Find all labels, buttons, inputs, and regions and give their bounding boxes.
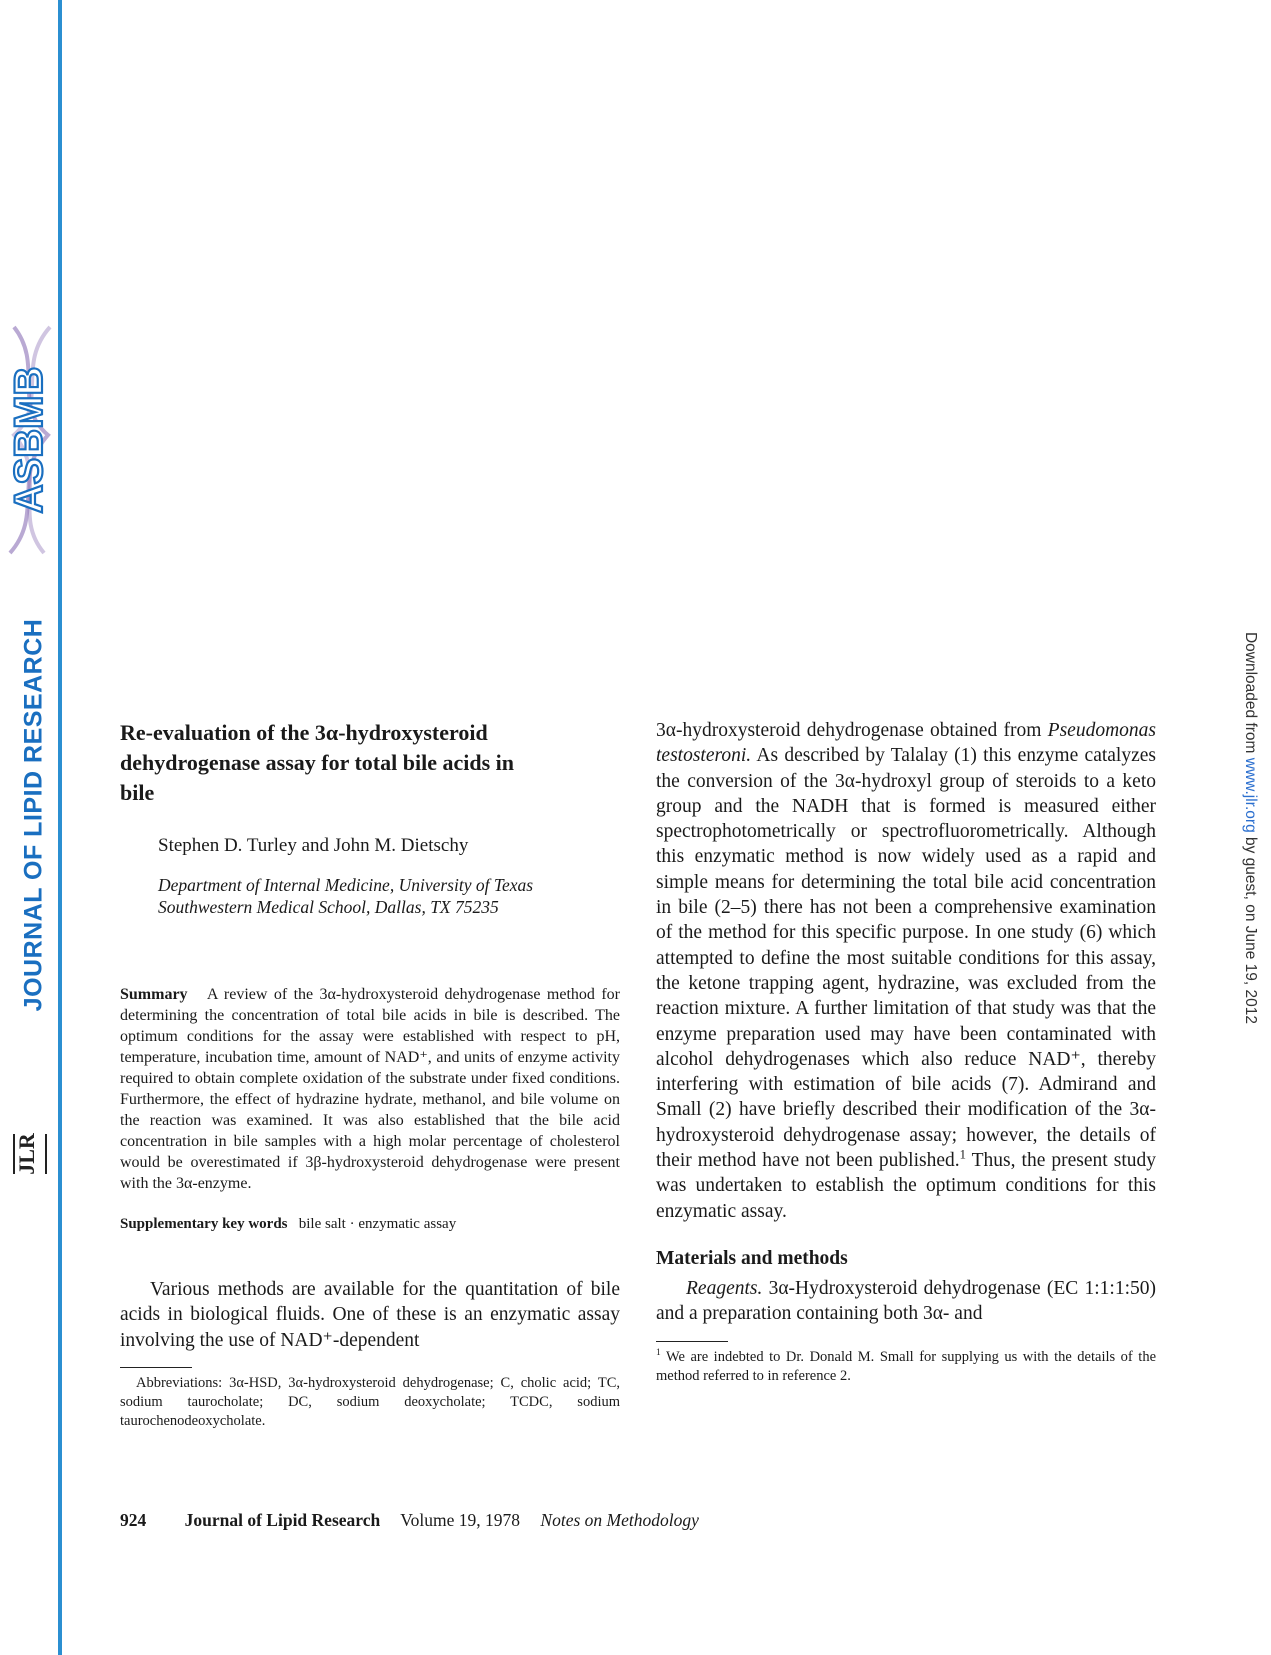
keywords-line — [120, 1216, 620, 1233]
paragraph-start: 3α-hydroxysteroid dehydrogenase obtained from — [656, 720, 1048, 741]
right-column — [656, 718, 1156, 1386]
article-authors: Stephen D. Turley and John M. Dietschy — [158, 835, 469, 856]
organism-name: Pseudomonas testosteroni. — [656, 720, 1156, 767]
reagents-paragraph — [656, 1276, 1156, 1327]
summary-text: A review of the 3α-hydroxysteroid dehydrogenase method for determining the concentration of total bile acids in bile is described. The optimum conditions for the assay were established with respect to pH, temperature, incubation time, amount of NAD⁺, and units of enzyme activity required to obtain complete oxidation of the substrate under fixed conditions. Furthermore, the effect of hydrazine hydrate, methanol, and bile volume on the reaction was examined. It was also established that the bile acid concentration in bile samples with a high molar percentage of cholesterol would be overestimated if 3β-hydroxysteroid dehydrogenase were present with the 3α-enzyme. — [120, 986, 620, 1192]
asbmb-logo-text: ASBMB — [7, 366, 51, 514]
jlr-logo — [12, 1132, 48, 1176]
footer-volume: Volume 19, 1978 — [400, 1510, 521, 1530]
footer-journal-name: Journal of Lipid Research — [184, 1510, 381, 1530]
journal-sidebar — [0, 0, 62, 1655]
download-note-prefix: Downloaded from — [1242, 631, 1259, 758]
asbmb-logo — [4, 325, 58, 555]
footnote-text: We are indebted to Dr. Donald M. Small for supplying us with the details of the method referred to in reference 2. — [656, 1348, 1156, 1384]
page-number: 924 — [120, 1510, 147, 1530]
jlr-site-link[interactable]: www.jlr.org — [1242, 757, 1259, 833]
summary-paragraph — [120, 984, 620, 1194]
keywords-label: Supplementary key words — [120, 1216, 288, 1232]
download-note-suffix: by guest, on June 19, 2012 — [1242, 832, 1259, 1025]
footnote-divider-right — [656, 1341, 728, 1342]
author-affiliation — [158, 874, 620, 918]
summary-label: Summary — [120, 986, 188, 1003]
affiliation-line-2: Southwestern Medical School, Dallas, TX 75235 — [158, 897, 499, 917]
acknowledgement-footnote — [656, 1348, 1156, 1386]
footer-section: Notes on Methodology — [540, 1510, 699, 1530]
footnote-marker[interactable]: 1 — [959, 1147, 966, 1162]
footnote-divider — [120, 1367, 192, 1368]
journal-vertical-text: JOURNAL OF LIPID RESEARCH — [19, 618, 48, 1012]
affiliation-line-1: Department of Internal Medicine, University of Texas — [158, 875, 534, 895]
right-column-paragraph — [656, 718, 1156, 1224]
article-title: Re-evaluation of the 3α-hydroxysteroid dehydrogenase assay for total bile acids in bile — [120, 720, 514, 805]
jlr-logo-text: JLR — [14, 1133, 39, 1175]
intro-paragraph: Various methods are available for the quantitation of bile acids in biological fluids. One of these is an enzymatic assay involving the use of NAD⁺-dependent — [120, 1279, 620, 1351]
page-footer — [120, 1510, 699, 1531]
reagents-text: 3α-Hydroxysteroid dehydrogenase (EC 1:1:1:50) and a preparation containing both 3α- and — [656, 1277, 1156, 1325]
paragraph-end: Thus, the present study was undertaken to establish the optimum conditions for this enzymatic assay. — [656, 1150, 1156, 1222]
paragraph-continuation: As described by Talalay (1) this enzyme catalyzes the conversion of the 3α-hydroxyl group of steroids to a keto group and the NADH that is formed is measured either spectrophotometrically or spectrofluorometrically. Although this enzymatic method is now widely used as a rapid and simple means for determining the total bile acid concentration in bile (2–5) there has not been a comprehensive examination of the method for this specific purpose. In one study (6) which attempted to define the most suitable conditions for this assay, the ketone trapping agent, hydrazine, was excluded from the reaction mixture. A further limitation of that study was that the enzyme preparation used may have been contaminated with alcohol dehydrogenases which also reduce NAD⁺, thereby interfering with estimation of bile acids (7). Admirand and Small (2) have briefly described their modification of the 3α-hydroxysteroid dehydrogenase assay; however, the details of their method have not been published. — [656, 745, 1156, 1172]
reagents-label: Reagents. — [686, 1277, 763, 1299]
footnote-number: 1 — [656, 1347, 661, 1358]
section-heading: Materials and methods — [656, 1247, 848, 1269]
keywords-text: bile salt · enzymatic assay — [298, 1216, 457, 1232]
left-column — [120, 718, 620, 1431]
abbreviations-footnote: Abbreviations: 3α-HSD, 3α-hydroxysteroid dehydrogenase; C, cholic acid; TC, sodium taurocholate; DC, sodium deoxycholate; TCDC, sodium taurochenodeoxycholate. — [120, 1374, 620, 1429]
